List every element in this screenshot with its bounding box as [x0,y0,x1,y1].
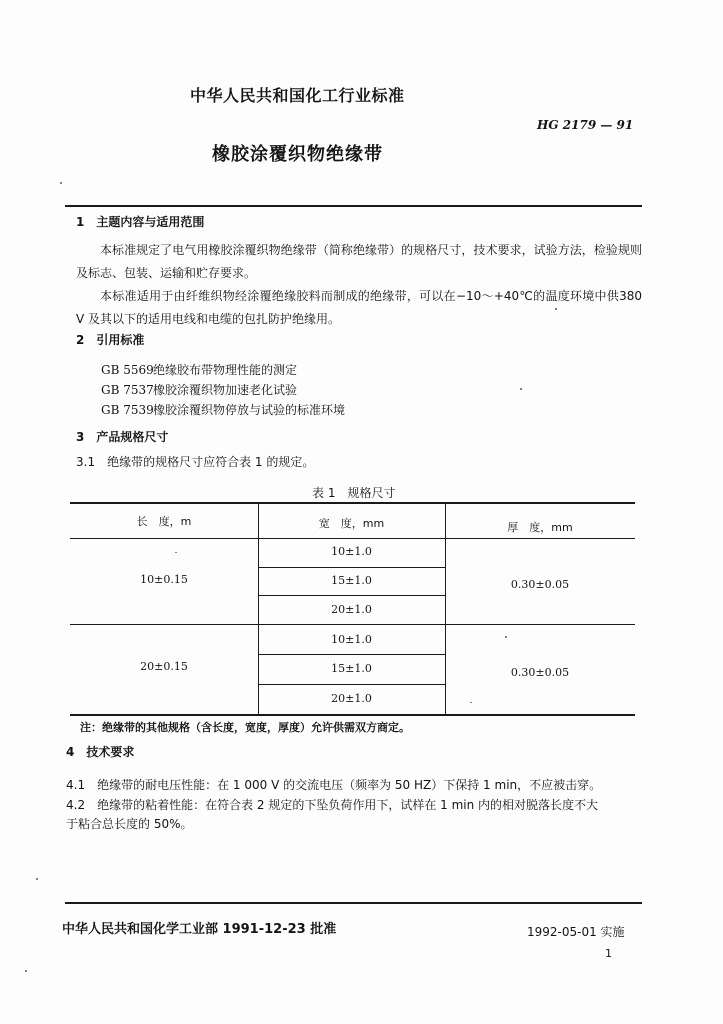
table-cell-width: 15±1.0 [331,662,372,675]
table-header-thickness: 厚 度，mm [507,521,573,534]
table-rule [258,595,445,596]
table-rule [258,654,445,655]
table-cell-thickness: 0.30±0.05 [510,666,570,679]
reference-item [101,381,297,398]
table-header-width: 宽 度，mm [318,517,385,530]
clause-4-2-line-2: 于粘合总长度的 50%。 [66,817,193,831]
clause-3-1: 3.1 绝缘带的规格尺寸应符合表 1 的规定。 [76,455,315,469]
reference-title: 橡胶涂覆织物加速老化试验 [153,383,298,397]
reference-code: GB 5569 [101,363,154,377]
table-cell-width: 10±1.0 [331,633,372,646]
section-4-heading: 4 技术要求 [66,745,135,759]
section-3-heading: 3 产品规格尺寸 [76,430,169,444]
section-1-para-2: 本标准适用于由纤维织物经涂覆绝缘胶料而制成的绝缘带，可以在−10～+40℃的温度环境中供380 V 及其以下的适用电线和电缆的包扎防护绝缘用。 [76,289,642,326]
table-1-caption: 表 1 规格尺寸 [312,486,396,500]
footer-rule [65,902,642,904]
scan-speck [36,878,38,880]
table-cell-length: 10±0.15 [140,573,188,586]
scan-speck [470,702,472,703]
table-cell-width: 20±1.0 [331,603,372,616]
reference-title: 绝缘胶布带物理性能的测定 [153,363,298,377]
reference-item [101,401,345,418]
scan-speck [505,636,507,638]
clause-4-1: 4.1 绝缘带的耐电压性能：在 1 000 V 的交流电压（频率为 50 HZ）下保持 1 min，不应被击穿。 [66,778,602,792]
clause-4-2-line-1: 4.2 绝缘带的粘着性能：在符合表 2 规定的下坠负荷作用下，试样在 1 min 内的相对脱落长度不大 [66,798,599,812]
scan-speck [520,388,522,390]
effective-date: 1992-05-01 实施 [527,925,625,939]
section-1-heading: 1 主题内容与适用范围 [76,215,205,229]
table-cell-width: 10±1.0 [331,545,372,558]
table-cell-length: 20±0.15 [140,660,188,673]
table-cell-width: 15±1.0 [331,574,372,587]
scan-speck [25,970,27,972]
section-2-heading: 2 引用标准 [76,333,145,347]
page-number: 1 [605,947,612,960]
reference-title: 橡胶涂覆织物停放与试验的标准环境 [153,403,346,417]
table-rule [258,684,445,685]
table-cell-width: 20±1.0 [331,692,372,705]
issuer-title: 中华人民共和国化工行业标准 [190,86,405,105]
table-rule-top [70,502,635,504]
approval-line: 中华人民共和国化学工业部 1991-12-23 批准 [62,922,337,937]
reference-item [101,361,297,378]
table-rule-group [70,624,635,625]
reference-code: GB 7537 [101,383,154,397]
scan-speck [175,552,177,553]
reference-code: GB 7539 [101,403,154,417]
scan-speck [555,308,557,310]
table-header-length: 长 度，m [136,515,192,528]
header-rule [65,205,642,207]
table-note: 注：绝缘带的其他规格（含长度，宽度，厚度）允许供需双方商定。 [80,721,410,734]
table-cell-thickness: 0.30±0.05 [510,578,570,591]
table-rule-bottom [70,714,635,716]
table-rule-header [70,538,635,539]
table-rule [258,567,445,568]
section-1-para-1: 本标准规定了电气用橡胶涂覆织物绝缘带（简称绝缘带）的规格尺寸，技术要求，试验方法，检验规则及标志、包装、运输和贮存要求。 [76,243,642,280]
scan-speck [60,182,62,184]
standard-number: HG 2179 — 91 [537,118,634,132]
document-title: 橡胶涂覆织物绝缘带 [212,144,383,165]
